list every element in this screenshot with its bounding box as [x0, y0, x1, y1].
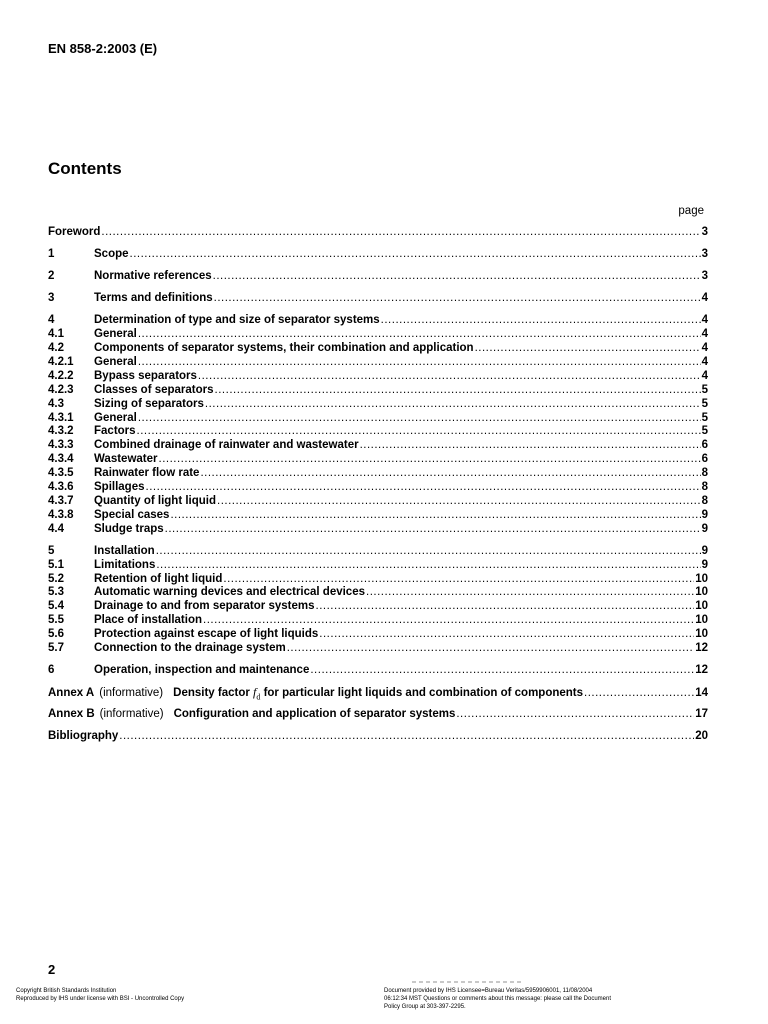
toc-entry-number: 4 — [48, 314, 55, 327]
toc-entry-number: 4.1 — [48, 328, 64, 341]
toc-entry-title-text: Limitations — [94, 558, 156, 571]
toc-entry-title — [94, 370, 197, 384]
toc-entry-page: 5 — [701, 425, 708, 438]
toc-entry[interactable] — [48, 292, 708, 306]
toc-entry-title-text: Rainwater flow rate — [94, 467, 200, 480]
toc-entry-page: 4 — [701, 292, 708, 305]
toc-entry-symbol-main: f — [253, 685, 257, 700]
toc-entry-symbol-subscript: d — [256, 692, 261, 702]
toc-entry-title-continuation: for particular light liquids and combination of components — [263, 687, 584, 700]
toc-entry[interactable] — [48, 559, 708, 573]
toc-dot-leader — [170, 509, 700, 523]
toc-entry-number: 1 — [48, 248, 55, 261]
toc-entry-title-text: Protection against escape of light liquids — [94, 628, 319, 641]
toc-dot-leader — [215, 384, 701, 398]
toc-entry-title-text: Automatic warning devices and electrical devices — [94, 586, 365, 599]
contents-heading: Contents — [48, 159, 122, 178]
toc-entry-title — [94, 412, 137, 426]
toc-entry-number: 5 — [48, 544, 55, 557]
toc-dot-leader — [456, 708, 694, 722]
toc-entry-page: 9 — [701, 544, 708, 557]
toc-entry[interactable] — [48, 412, 708, 426]
toc-dot-leader — [138, 412, 701, 426]
toc-entry-number: 4.3.2 — [48, 425, 74, 438]
toc-entry-number: 5.3 — [48, 586, 64, 599]
toc-entry-title-text: Terms and definitions — [94, 292, 213, 305]
toc-entry-title-text: Special cases — [94, 508, 170, 521]
toc-dot-leader — [146, 481, 701, 495]
toc-dot-leader — [475, 342, 701, 356]
toc-entry-title — [94, 356, 137, 370]
toc-entry-title — [94, 642, 286, 656]
toc-entry[interactable] — [48, 328, 708, 342]
toc-entry-symbol — [253, 685, 261, 702]
footer-license-line: Reproduced by IHS under license with BSI - Uncontrolled Copy — [16, 996, 185, 1002]
toc-entry-number: 4.3.6 — [48, 481, 74, 493]
footer-watermark-line — [412, 981, 522, 983]
toc-entry-number: 6 — [48, 664, 55, 677]
toc-entry-title-text: Density factor — [173, 687, 250, 700]
toc-dot-leader — [381, 314, 701, 328]
toc-entry-number: 4.2 — [48, 342, 64, 355]
toc-entry-title-text: Installation — [94, 544, 155, 557]
toc-entry-page: 20 — [695, 730, 708, 743]
toc-entry[interactable] — [48, 342, 708, 356]
toc-entry-number: Annex B — [48, 708, 95, 721]
toc-dot-leader — [203, 614, 694, 628]
toc-entry-number: 4.3.7 — [48, 494, 74, 507]
toc-dot-leader — [138, 328, 701, 342]
toc-entry-title-text: Combined drainage of rainwater and wastewater — [94, 439, 359, 452]
toc-dot-leader — [213, 270, 701, 284]
toc-entry-title — [94, 614, 202, 628]
toc-entry[interactable] — [48, 586, 708, 600]
toc-entry-number: 5.6 — [48, 628, 64, 641]
toc-entry[interactable] — [48, 425, 708, 439]
toc-entry-number: 4.3.5 — [48, 467, 74, 480]
toc-entry-title-text: Classes of separators — [94, 383, 214, 396]
toc-entry-title-text: Scope — [94, 248, 129, 261]
toc-dot-leader — [119, 730, 694, 744]
page-number: 2 — [48, 962, 56, 977]
toc-entry-title — [94, 509, 169, 523]
toc-dot-leader — [101, 226, 700, 240]
toc-entry-page: 3 — [701, 226, 708, 238]
toc-entry-page: 14 — [695, 687, 708, 700]
toc-entry-number: 4.2.2 — [48, 369, 74, 382]
toc-entry-number: 4.3.4 — [48, 453, 74, 466]
toc-entry-title — [94, 628, 318, 642]
toc-entry-number: 5.7 — [48, 641, 64, 654]
toc-entry-title — [94, 398, 204, 412]
toc-entry-title — [94, 425, 136, 439]
toc-entry-page: 17 — [695, 708, 708, 721]
footer-copyright-line: Copyright British Standards Institution — [16, 988, 117, 994]
toc-entry-page: 6 — [701, 453, 708, 466]
toc-entry-title-text: Factors — [94, 425, 136, 438]
toc-dot-leader — [223, 573, 694, 587]
toc-entry-page: 8 — [701, 467, 708, 480]
toc-entry-title-text: Spillages — [94, 481, 145, 493]
toc-dot-leader — [205, 398, 701, 412]
toc-entry-title — [94, 559, 155, 573]
toc-entry-page: 4 — [701, 355, 708, 368]
toc-entry[interactable] — [48, 370, 708, 384]
table-of-contents — [48, 226, 708, 744]
toc-entry[interactable] — [48, 314, 708, 328]
toc-entry-title — [94, 600, 315, 614]
toc-entry-page: 9 — [701, 522, 708, 535]
toc-entry-title-text: Bypass separators — [94, 369, 197, 382]
toc-entry-title — [94, 523, 164, 537]
toc-entry-page: 8 — [701, 481, 708, 493]
toc-entry-page: 9 — [701, 508, 708, 521]
toc-entry-page: 3 — [701, 270, 708, 283]
toc-entry-annex-type: (informative) — [99, 687, 164, 700]
toc-dot-leader — [159, 453, 701, 467]
toc-dot-leader — [360, 439, 701, 453]
toc-entry-title — [94, 586, 365, 600]
toc-entry-page: 4 — [701, 342, 708, 355]
toc-entry[interactable] — [48, 642, 708, 656]
toc-dot-leader — [156, 545, 701, 559]
toc-entry-title — [94, 384, 214, 398]
toc-entry-title — [94, 545, 155, 559]
toc-entry-number: 2 — [48, 270, 55, 283]
toc-entry-title-text: Retention of light liquid — [94, 572, 223, 585]
toc-entry[interactable] — [48, 573, 708, 587]
toc-entry[interactable] — [48, 226, 708, 240]
toc-entry[interactable] — [48, 270, 708, 284]
toc-entry-title — [94, 342, 474, 356]
toc-entry-number: 4.3.1 — [48, 411, 74, 424]
toc-dot-leader — [138, 356, 701, 370]
toc-dot-leader — [584, 687, 694, 701]
toc-entry[interactable] — [48, 439, 708, 453]
toc-entry[interactable] — [48, 614, 708, 628]
toc-entry-page: 5 — [701, 411, 708, 424]
footer-policy-line: Policy Group at 303-397-2295. — [384, 1004, 466, 1010]
toc-entry-title — [94, 292, 213, 306]
toc-entry-number: 5.1 — [48, 558, 64, 571]
toc-entry-number: Bibliography — [48, 730, 119, 743]
toc-entry[interactable] — [48, 453, 708, 467]
toc-dot-leader — [217, 495, 701, 509]
toc-entry-title-text: Drainage to and from separator systems — [94, 600, 315, 613]
toc-entry[interactable] — [48, 730, 708, 744]
toc-entry-title-text: General — [94, 328, 137, 341]
toc-entry[interactable] — [48, 398, 708, 412]
toc-entry-title — [94, 495, 216, 509]
toc-entry-title-text: Sizing of separators — [94, 397, 204, 410]
toc-entry-page: 10 — [695, 600, 708, 613]
toc-entry-number: Foreword — [48, 226, 101, 238]
toc-entry-title-text: Components of separator systems, their combination and application — [94, 342, 474, 355]
toc-dot-leader — [137, 425, 701, 439]
toc-entry-page: 10 — [695, 614, 708, 627]
toc-dot-leader — [156, 559, 700, 573]
toc-entry-page: 8 — [701, 494, 708, 507]
toc-entry-page: 4 — [701, 314, 708, 327]
toc-dot-leader — [319, 628, 694, 642]
toc-entry[interactable] — [48, 481, 708, 495]
toc-entry-annex-type: (informative) — [99, 708, 164, 721]
toc-entry-page: 4 — [701, 369, 708, 382]
toc-entry-title — [94, 664, 309, 678]
page-column-label: page — [678, 205, 704, 217]
toc-entry-title — [100, 708, 456, 722]
toc-entry-title-text: Configuration and application of separator systems — [173, 708, 456, 721]
toc-entry[interactable] — [48, 356, 708, 370]
toc-entry-title — [99, 686, 583, 704]
toc-entry-number: 4.2.1 — [48, 355, 74, 368]
toc-entry-title-text: Normative references — [94, 270, 212, 283]
toc-entry-page: 3 — [701, 248, 708, 261]
toc-entry-page: 5 — [701, 397, 708, 410]
toc-entry-title — [94, 328, 137, 342]
toc-entry-number: 5.5 — [48, 614, 64, 627]
toc-dot-leader — [287, 642, 695, 656]
toc-entry[interactable] — [48, 495, 708, 509]
footer-provider-line: Document provided by IHS Licensee=Bureau Veritas/5959906001, 11/08/2004 — [384, 988, 593, 994]
toc-entry-title — [94, 573, 222, 587]
toc-entry-number: 3 — [48, 292, 55, 305]
toc-entry[interactable] — [48, 467, 708, 481]
toc-dot-leader — [165, 523, 701, 537]
toc-entry-title-text: Place of installation — [94, 614, 202, 627]
toc-entry-title — [94, 314, 380, 328]
toc-entry-title — [94, 467, 199, 481]
toc-entry[interactable] — [48, 523, 708, 537]
toc-entry-page: 10 — [695, 572, 708, 585]
document-id: EN 858-2:2003 (E) — [48, 41, 158, 56]
toc-entry-number: Annex A — [48, 687, 95, 700]
toc-entry-title-text: Quantity of light liquid — [94, 494, 217, 507]
toc-entry-number: 4.2.3 — [48, 383, 74, 396]
toc-dot-leader — [130, 248, 701, 262]
toc-entry-title-text: General — [94, 411, 137, 424]
toc-entry[interactable] — [48, 628, 708, 642]
toc-dot-leader — [366, 586, 694, 600]
toc-entry-number: 4.3.8 — [48, 508, 74, 521]
toc-entry[interactable] — [48, 664, 708, 678]
toc-dot-leader — [214, 292, 701, 306]
footer-copyright — [16, 987, 184, 1003]
toc-entry-number: 5.2 — [48, 572, 64, 585]
toc-dot-leader — [316, 600, 695, 614]
toc-dot-leader — [200, 467, 700, 481]
toc-entry[interactable] — [48, 384, 708, 398]
toc-dot-leader — [198, 370, 701, 384]
toc-entry-title — [94, 481, 145, 495]
toc-entry-title-text: Operation, inspection and maintenance — [94, 664, 310, 677]
toc-entry-page: 6 — [701, 439, 708, 452]
toc-entry-title — [94, 248, 129, 262]
toc-entry-number: 4.3.3 — [48, 439, 74, 452]
toc-entry-title-text: Sludge traps — [94, 522, 164, 535]
toc-entry-number: 4.4 — [48, 522, 64, 535]
toc-entry-page: 9 — [701, 558, 708, 571]
toc-entry-title — [94, 439, 359, 453]
toc-entry-page: 5 — [701, 383, 708, 396]
footer-questions-line: 06:12:34 MST Questions or comments about this message: please call the Document — [384, 996, 612, 1002]
toc-entry-page: 10 — [695, 628, 708, 641]
toc-entry-page: 4 — [701, 328, 708, 341]
toc-entry-page: 12 — [695, 641, 708, 654]
toc-entry[interactable] — [48, 248, 708, 262]
toc-dot-leader — [310, 664, 694, 678]
toc-entry-title-text: Determination of type and size of separator systems — [94, 314, 380, 327]
toc-entry-title-text: Wastewater — [94, 453, 158, 466]
toc-entry-title — [94, 453, 158, 467]
toc-entry-title-text: General — [94, 355, 137, 368]
toc-entry-number: 4.3 — [48, 397, 64, 410]
footer-provider-note — [384, 987, 654, 1011]
toc-entry[interactable] — [48, 545, 708, 559]
toc-entry-page: 12 — [695, 664, 708, 677]
toc-entry-page: 10 — [695, 586, 708, 599]
toc-entry-title — [94, 270, 212, 284]
toc-entry[interactable] — [48, 600, 708, 614]
toc-entry-number: 5.4 — [48, 600, 64, 613]
toc-entry-title-text: Connection to the drainage system — [94, 641, 286, 654]
toc-entry[interactable] — [48, 509, 708, 523]
toc-entry[interactable] — [48, 708, 708, 722]
toc-entry[interactable] — [48, 686, 708, 700]
